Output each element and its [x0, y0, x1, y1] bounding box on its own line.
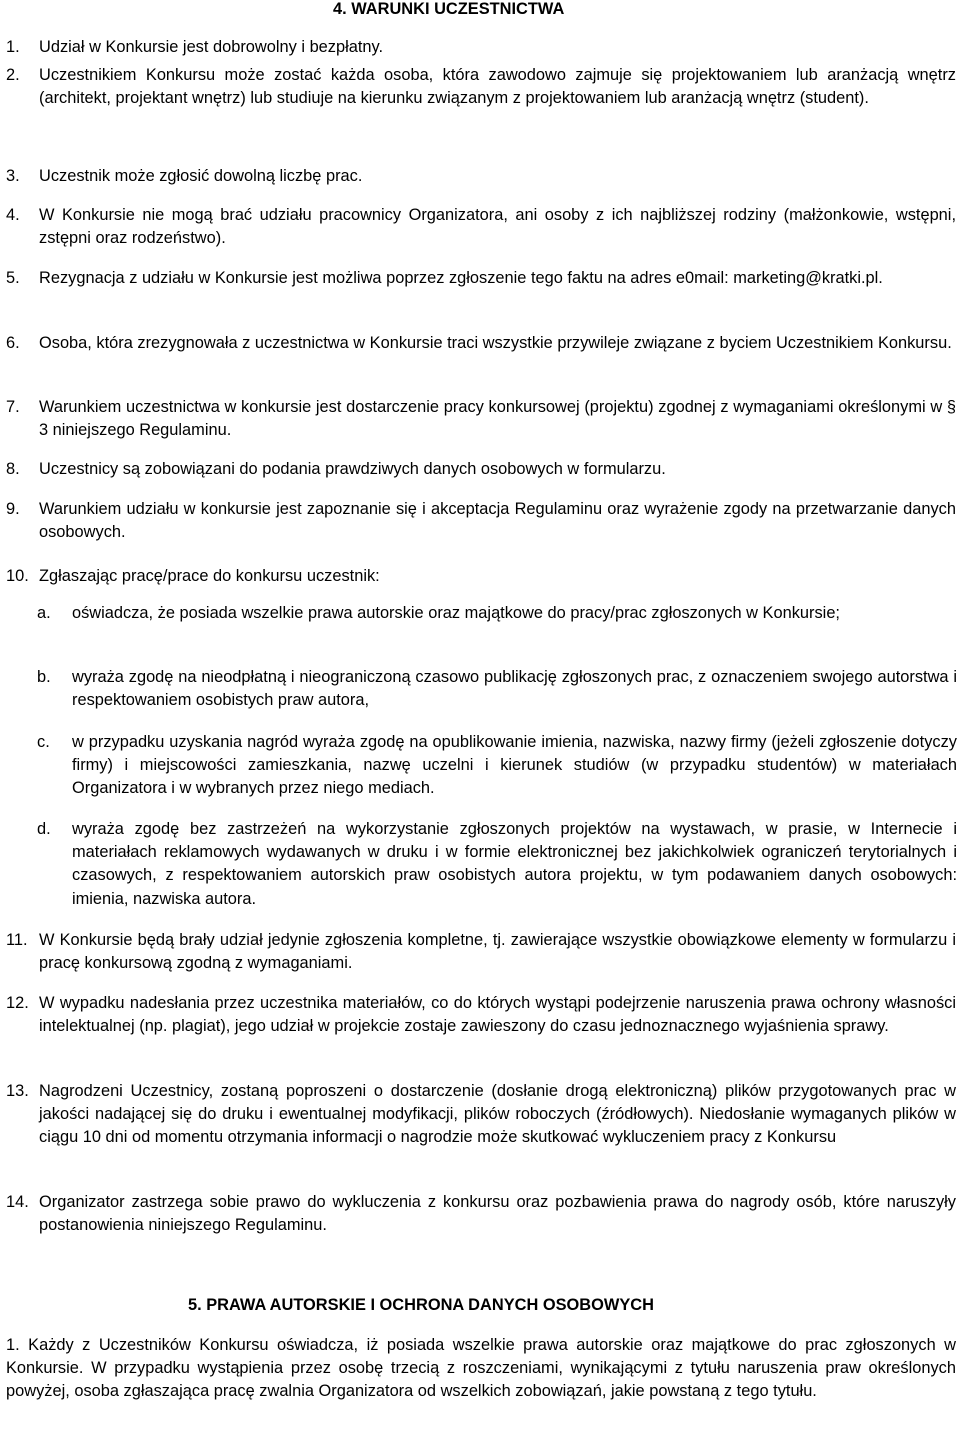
list-item [6, 267, 956, 290]
item-text: Udział w Konkursie jest dobrowolny i bezpłatny. [39, 38, 384, 56]
item-number: 8. [6, 460, 20, 478]
list-item [6, 64, 956, 110]
sub-list-item [37, 731, 957, 801]
item-text: Uczestnikiem Konkursu może zostać każda osoba, która zawodowo zajmuje się projektowaniem lub aranżacją wnętrz (architekt, projektant wnętrz) lub studiuje na kierunku związanym z projektowaniem lub aranżacją wnętrz (student). [39, 66, 956, 108]
list-item [6, 498, 956, 544]
list-item [6, 1080, 956, 1150]
item-number: 12. [6, 994, 29, 1012]
item-text: Nagrodzeni Uczestnicy, zostaną poproszeni o dostarczenie (dosłanie drogą elektroniczną) plików przygotowanych prac w jakości nadającej się do druku i ewentualnej modyfikacji, plików roboczych (źródłowych). Niedosłanie wymaganych plików w ciągu 10 dni od momentu otrzymania informacji o nagrodzie może skutkować wykluczeniem pracy z Konkursu [39, 1082, 956, 1147]
item-number: 7. [6, 398, 20, 416]
item-letter: d. [37, 820, 51, 838]
item-text: W Konkursie będą brały udział jedynie zgłoszenia kompletne, tj. zawierające wszystkie obowiązkowe elementy w formularzu i pracę konkursową zgodną z wymaganiami. [39, 931, 956, 973]
sub-list-item [37, 602, 957, 625]
sub-list-item [37, 818, 957, 911]
item-letter: a. [37, 604, 51, 622]
section-4-heading: 4. WARUNKI UCZESTNICTWA [333, 0, 565, 18]
section-5-heading: 5. PRAWA AUTORSKIE I OCHRONA DANYCH OSOBOWYCH [188, 1296, 654, 1314]
list-item [6, 332, 956, 355]
item-text: oświadcza, że posiada wszelkie prawa autorskie oraz majątkowe do pracy/prac zgłoszonych w Konkursie; [72, 604, 840, 622]
item-number: 9. [6, 500, 20, 518]
list-item [6, 1191, 956, 1237]
item-text: W Konkursie nie mogą brać udziału pracownicy Organizatora, ani osoby z ich najbliższej rodziny (małżonkowie, wstępni, zstępni oraz rodzeństwo). [39, 206, 956, 248]
list-item [6, 992, 956, 1038]
item-number: 2. [6, 66, 20, 84]
list-item [6, 565, 956, 588]
list-item [6, 458, 956, 481]
item-number: 13. [6, 1082, 29, 1100]
item-number: 3. [6, 167, 20, 185]
item-text: w przypadku uzyskania nagród wyraża zgodę na opublikowanie imienia, nazwiska, nazwy firmy (jeżeli zgłoszenie dotyczy firmy) i miejscowości zamieszkania, nazwę uczelni i kierunek studiów (w przypadku studentów) w materiałach Organizatora i w wybranych przez niego mediach. [72, 733, 957, 798]
item-letter: b. [37, 668, 51, 686]
item-text: Uczestnik może zgłosić dowolną liczbę prac. [39, 167, 363, 185]
list-item [6, 396, 956, 442]
item-text: Warunkiem udziału w konkursie jest zapoznanie się i akceptacja Regulaminu oraz wyrażenie zgody na przetwarzanie danych osobowych. [39, 500, 956, 542]
item-text: Organizator zastrzega sobie prawo do wykluczenia z konkursu oraz pozbawienia prawa do nagrody osób, które naruszyły postanowienia niniejszego Regulaminu. [39, 1193, 956, 1235]
item-text: W wypadku nadesłania przez uczestnika materiałów, co do których wystąpi podejrzenie naruszenia prawa ochrony własności intelektualnej (np. plagiat), jego udział w projekcie zostaje zawieszony do czasu jednoznacznego wyjaśnienia sprawy. [39, 994, 956, 1036]
item-text: Warunkiem uczestnictwa w konkursie jest dostarczenie pracy konkursowej (projektu) zgodnej z wymaganiami określonymi w § 3 niniejszego Regulaminu. [39, 398, 956, 440]
item-text: wyraża zgodę na nieodpłatną i nieograniczoną czasowo publikację zgłoszonych prac, z oznaczeniem swojego autorstwa i respektowaniem osobistych praw autora, [72, 668, 957, 710]
item-number: 14. [6, 1193, 29, 1211]
item-text: Osoba, która zrezygnowała z uczestnictwa w Konkursie traci wszystkie przywileje związane z byciem Uczestnikiem Konkursu. [39, 334, 952, 352]
item-number: 4. [6, 206, 20, 224]
item-number: 10. [6, 567, 29, 585]
list-item [6, 929, 956, 975]
item-number: 6. [6, 334, 20, 352]
item-number: 1. [6, 38, 20, 56]
item-text: wyraża zgodę bez zastrzeżeń na wykorzystanie zgłoszonych projektów na wystawach, w prasie, w Internecie i materiałach reklamowych wydawanych w druku i w formie elektronicznej bez jakichkolwiek ograniczeń terytorialnych i czasowych, z respektowaniem autorskich praw osobistych autora projektu, w tym podawaniem danych osobowych: imienia, nazwiska autora. [72, 820, 957, 908]
item-text: Uczestnicy są zobowiązani do podania prawdziwych danych osobowych w formularzu. [39, 460, 666, 478]
list-item [6, 165, 956, 188]
list-item [6, 36, 956, 59]
item-letter: c. [37, 733, 50, 751]
section-5-paragraph: 1. Każdy z Uczestników Konkursu oświadcza, iż posiada wszelkie prawa autorskie oraz majątkowe do prac zgłoszonych w Konkursie. W przypadku wystąpienia przez osobę trzecią z roszczeniami, wynikającymi z tytułu naruszenia praw określonych powyżej, osoba zgłaszająca pracę zwalnia Organizatora od wszelkich zobowiązań, jakie powstaną z tego tytułu. [6, 1336, 956, 1401]
item-text: Zgłaszając pracę/prace do konkursu uczestnik: [39, 567, 380, 585]
sub-list-item [37, 666, 957, 712]
item-number: 5. [6, 269, 20, 287]
item-number: 11. [6, 931, 28, 949]
item-text: Rezygnacja z udziału w Konkursie jest możliwa poprzez zgłoszenie tego faktu na adres e0mail: marketing@kratki.pl. [39, 269, 883, 287]
list-item [6, 204, 956, 250]
